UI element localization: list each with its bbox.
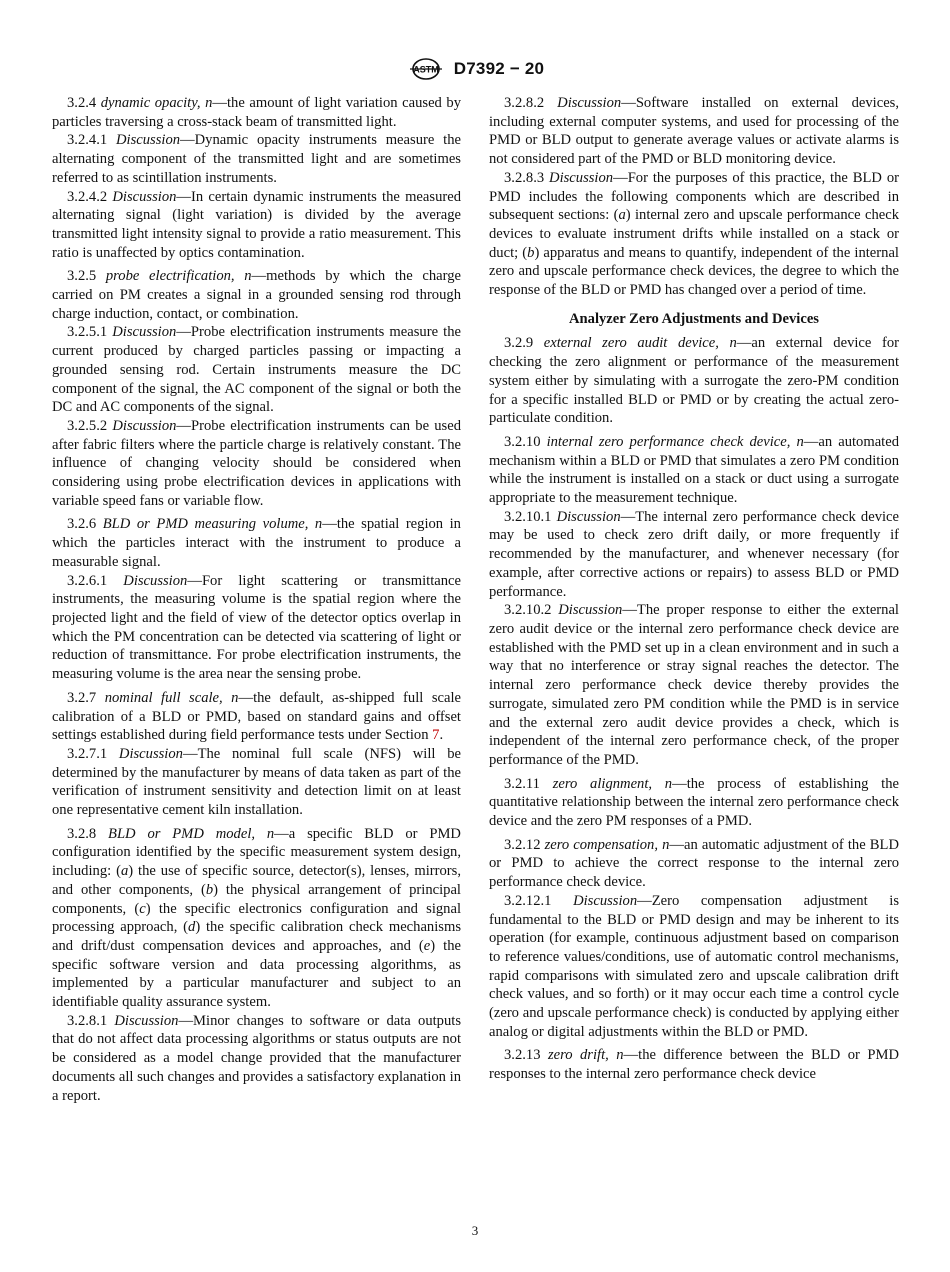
definition-3-2-9: 3.2.9 external zero audit device, n—an external device for checking the zero alignment or performance of the measurement system either by simulating with a surrogate the zero-PM condition for a specific installed BLD or PMD or by creating the actual zero-particulate condition. — [489, 335, 899, 427]
page-header — [0, 58, 950, 80]
discussion-3-2-5-1: 3.2.5.1 Discussion—Probe electrification instruments measure the current produced by charged particles passing or impacting a grounded sensing rod. Certain instruments measure the DC component of the signal, the AC component of the signal or both the DC and AC components of the signal. — [52, 324, 461, 416]
definition-3-2-13: 3.2.13 zero drift, n—the difference between the BLD or PMD responses to the internal zero performance check device — [489, 1047, 899, 1083]
discussion-3-2-8-3: 3.2.8.3 Discussion—For the purposes of this practice, the BLD or PMD includes the following components which are described in subsequent sections: (a) internal zero and upscale performance check devices to evaluate instrument drifts while installed on a stack or duct; (b) apparatus and means to quantify, independent of the internal zero and upscale performance check devices, the degree to which the response of the BLD or PMD has changed over a period of time. — [489, 169, 899, 299]
astm-logo-icon — [406, 58, 446, 80]
discussion-3-2-4-2: 3.2.4.2 Discussion—In certain dynamic instruments the measured alternating signal (light variation) is divided by the average transmitted light intensity signal to provide a ratio measurement. This ratio is unaffected by optics contamination. — [52, 188, 461, 261]
discussion-3-2-10-2: 3.2.10.2 Discussion—The proper response to either the external zero audit device or the internal zero performance check device are established with the PMD set up in a clean environment and in such a way that no interference or stray signal reaches the detector. The internal zero performance check device thereby provides the surrogate, simulated zero PM condition while the PMD is in service and the external zero audit device provides a check, which is independent of the internal zero performance check, of the proper performance of the PMD. — [489, 602, 899, 768]
definition-3-2-7: 3.2.7 nominal full scale, n—the default, as-shipped full scale calibration of a BLD or PMD, based on standard gains and offset settings established during field performance tests under Section 7. — [52, 689, 461, 744]
section-7-link[interactable]: 7 — [432, 727, 440, 744]
definition-3-2-8: 3.2.8 BLD or PMD model, n—a specific BLD or PMD configuration identified by the specific measurement system design, including: (a) the use of specific source, detector(s), lenses, mirrors, and other components, (b) the physical arrangement of principal components, (c) the specific electronics configuration and signal processing approach, (d) the specific calibration check mechanisms and drift/dust compensation devices and approaches, and (e) the specific software version and data processing algorithms, as implemented by a particular manufacturer and subject to an identifiable quality assurance system. — [52, 825, 462, 1011]
discussion-3-2-6-1: 3.2.6.1 Discussion—For light scattering or transmittance instruments, the measuring volume is the spatial region where the projected light and the field of view of the detector optics overlap in which the PM concentration can be detected via scattering of light or reduction of transmittance. For probe electrification instruments, the measuring volume is the area near the sensing probe. — [52, 572, 461, 683]
discussion-3-2-12-1: 3.2.12.1 Discussion—Zero compensation adjustment is fundamental to the BLD or PMD design and may be inherent to its operation (for example, continuous adjustment based on comparison to reference values/conditions, use of automatic control mechanisms, rapid comparisons with simulated zero and upscale calibration drift check values, and so forth) or it may occur each time a control cycle (zero and upscale performance check) is conducted by applying either analog or digital adjustments within the BLD or PMD. — [489, 892, 900, 1040]
definition-3-2-12: 3.2.12 zero compensation, n—an automatic adjustment of the BLD or PMD to achieve the correct response to the internal zero performance check device. — [489, 836, 899, 891]
discussion-3-2-4-1: 3.2.4.1 Discussion—Dynamic opacity instruments measure the alternating component of the transmitted light and are sometimes referred to as scintillation instruments. — [52, 132, 461, 186]
definition-3-2-4: 3.2.4 dynamic opacity, n—the amount of light variation caused by particles traversing a cross-stack beam of transmitted light. — [52, 95, 461, 130]
discussion-3-2-7-1: 3.2.7.1 Discussion—The nominal full scale (NFS) will be determined by the manufacturer by means of data taken as part of the verification of instrument sensitivity and detection limit on at least one representative cement kiln installation. — [52, 745, 462, 819]
definition-3-2-5: 3.2.5 probe electrification, n—methods by which the charge carried on PM creates a signal in a grounded sensing rod through charge induction, contact, or combination. — [52, 268, 461, 322]
document-designation: D7392 − 20 — [453, 59, 545, 78]
definition-3-2-6: 3.2.6 BLD or PMD measuring volume, n—the spatial region in which the particles interact with the instrument to produce a measurable signal. — [52, 516, 461, 570]
discussion-3-2-8-2: 3.2.8.2 Discussion—Software installed on external devices, including external computer systems, and used for processing of the PMD or BLD output to generate average values or activate alarms is not considered part of the PMD or BLD monitoring device. — [489, 95, 899, 168]
definition-3-2-11: 3.2.11 zero alignment, n—the process of establishing the quantitative relationship between the internal zero performance check device and the zero PM responses of a PMD. — [489, 775, 899, 830]
discussion-3-2-5-2: 3.2.5.2 Discussion—Probe electrification instruments can be used after fabric filters where the particle charge is relatively constant. The influence of changing velocity should be considered when considering using probe electrification devices in applications with variable speed fans or variable flow. — [52, 417, 461, 509]
svg-text:ASTM: ASTM — [413, 64, 439, 75]
definition-3-2-10: 3.2.10 internal zero performance check device, n—an automated mechanism within a BLD or PMD that simulates a zero PM condition while the instrument is installed on a stack or duct using a surrogate appropriate to the measurement technique. — [489, 433, 899, 507]
page-number: 3 — [471, 1223, 479, 1238]
right-column — [489, 94, 899, 1084]
section-heading: Analyzer Zero Adjustments and Devices — [569, 310, 819, 327]
left-column — [52, 94, 461, 1105]
discussion-3-2-8-1: 3.2.8.1 Discussion—Minor changes to software or data outputs that do not affect data processing algorithms or status outputs are not be considered as a model change provided that the manufacturer documents all such changes and provides a satisfactory explanation in a report. — [52, 1012, 461, 1104]
discussion-3-2-10-1: 3.2.10.1 Discussion—The internal zero performance check device may be used to check zero drift daily, or more frequently if recommended by the manufacturer, and whenever necessary (for example, after corrective actions or repairs) to assess BLD or PMD performance. — [489, 508, 900, 600]
